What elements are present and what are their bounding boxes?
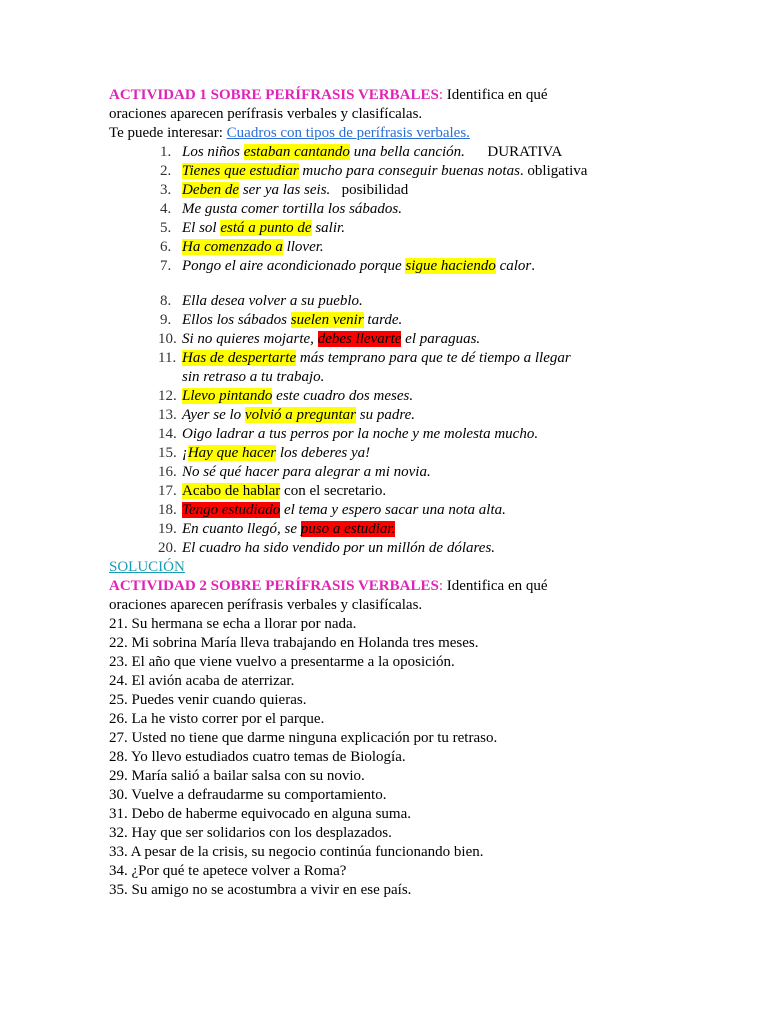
sentence-text: salir. — [311, 220, 345, 236]
sentence-text: tarde. — [363, 312, 403, 328]
list-item — [109, 368, 729, 387]
highlighted-periphrasis: Llevo pintando — [182, 388, 273, 404]
list-item-number: 13. — [158, 407, 177, 423]
list-item-number: 15. — [158, 445, 177, 461]
list-item: 24. El avión acaba de aterrizar. — [109, 673, 295, 689]
list-item — [109, 143, 729, 162]
list-gap — [109, 276, 729, 292]
activity2-title: ACTIVIDAD 2 SOBRE PERÍFRASIS VERBALES — [109, 578, 439, 594]
sentence-text: En cuanto llegó, se — [182, 521, 301, 537]
highlighted-periphrasis: estaban cantando — [243, 144, 350, 160]
highlighted-periphrasis: Has de despertarte — [182, 350, 297, 366]
list-item-number: 19. — [158, 521, 177, 537]
sentence-text: mucho para conseguir buenas notas — [298, 163, 520, 179]
activity2-title-colon: : — [438, 578, 443, 594]
list-item: 26. La he visto correr por el parque. — [109, 711, 325, 727]
activity2-instruction-b: oraciones aparecen perífrasis verbales y clasifícalas. — [109, 597, 423, 613]
interest-link[interactable]: Cuadros con tipos de perífrasis verbales. — [226, 125, 470, 141]
activity1-list — [109, 143, 729, 558]
list-item-number: 12. — [158, 388, 177, 404]
highlighted-periphrasis: Tienes que estudiar — [182, 163, 299, 179]
list-item — [109, 311, 729, 330]
highlighted-periphrasis: Hay que hacer — [187, 445, 277, 461]
list-item: 28. Yo llevo estudiados cuatro temas de Biología. — [109, 749, 406, 765]
list-item — [109, 406, 729, 425]
list-item — [109, 539, 729, 558]
list-item-number: 3. — [160, 182, 172, 198]
list-item: 33. A pesar de la crisis, su negocio continúa funcionando bien. — [109, 844, 484, 860]
list-item — [109, 482, 729, 501]
list-item: 22. Mi sobrina María lleva trabajando en Holanda tres meses. — [109, 635, 479, 651]
activity2-instruction-a: Identifica en qué — [442, 578, 548, 594]
sentence-text: el paraguas. — [401, 331, 481, 347]
list-item — [109, 162, 729, 181]
list-item-number: 7. — [160, 258, 172, 274]
list-item-number: 2. — [160, 163, 172, 179]
list-item-number: 1. — [160, 144, 172, 160]
highlighted-periphrasis: Deben de — [182, 182, 240, 198]
highlighted-periphrasis: Acabo de hablar — [182, 483, 281, 499]
sentence-text: el tema y espero sacar una nota alta. — [280, 502, 506, 518]
list-item — [109, 200, 729, 219]
sentence-text: los deberes ya! — [276, 445, 371, 461]
list-item: 29. María salió a bailar salsa con su novio. — [109, 768, 365, 784]
list-item-number: 5. — [160, 220, 172, 236]
list-item-number: 18. — [158, 502, 177, 518]
list-item-number: 14. — [158, 426, 177, 442]
highlighted-periphrasis: está a punto de — [220, 220, 312, 236]
list-item: 32. Hay que ser solidarios con los desplazados. — [109, 825, 392, 841]
list-item: 27. Usted no tiene que darme ninguna explicación por tu retraso. — [109, 730, 498, 746]
activity2-instruction-line — [109, 596, 729, 615]
list-item — [109, 257, 729, 276]
list-item — [109, 330, 729, 349]
sentence-text: ser ya las seis. — [239, 182, 331, 198]
list-item: 30. Vuelve a defraudarme su comportamiento. — [109, 787, 387, 803]
sentence-text: Ellos los sábados — [182, 312, 291, 328]
activity2-title-line — [109, 577, 729, 596]
highlighted-periphrasis: Ha comenzado a — [182, 239, 283, 255]
highlighted-periphrasis: debes llevarte — [317, 331, 402, 347]
list-item — [109, 349, 729, 368]
sentence-text: Ayer se lo — [182, 407, 245, 423]
classification-label: DURATIVA — [464, 144, 563, 160]
list-item-number: 20. — [158, 540, 177, 556]
list-item — [109, 387, 729, 406]
sentence-text: Me gusta comer tortilla los sábados. — [182, 201, 402, 217]
activity1-title-line — [109, 86, 729, 105]
sentence-text: ¡ — [182, 445, 188, 461]
highlighted-periphrasis: volvió a preguntar — [244, 407, 356, 423]
list-item-number: 9. — [160, 312, 172, 328]
activity1-instruction-b: oraciones aparecen perífrasis verbales y clasifícalas. — [109, 106, 423, 122]
sentence-text: calor — [495, 258, 532, 274]
list-item — [109, 444, 729, 463]
solution-line — [109, 558, 729, 577]
list-item — [109, 501, 729, 520]
list-item-number: 4. — [160, 201, 172, 217]
list-item — [109, 463, 729, 482]
sentence-text: con el secretario. — [280, 483, 387, 499]
classification-label: . — [531, 258, 536, 274]
activity1-title: ACTIVIDAD 1 SOBRE PERÍFRASIS VERBALES — [109, 87, 439, 103]
activity1-instruction-a: Identifica en qué — [442, 87, 548, 103]
sentence-text: una bella canción. — [349, 144, 465, 160]
sentence-text: Oigo ladrar a tus perros por la noche y me molesta mucho. — [182, 426, 539, 442]
highlighted-periphrasis: sigue haciendo — [405, 258, 496, 274]
sentence-text: Ella desea volver a su pueblo. — [182, 293, 363, 309]
sentence-text: más temprano para que te dé tiempo a llegar — [296, 350, 571, 366]
sentence-text: su padre. — [356, 407, 416, 423]
sentence-text: Los niños — [182, 144, 244, 160]
activity1-instruction-line — [109, 105, 729, 124]
sentence-text: El sol — [182, 220, 221, 236]
sentence-text: El cuadro ha sido vendido por un millón de dólares. — [182, 540, 496, 556]
classification-label: . obligativa — [519, 163, 588, 179]
list-item: 23. El año que viene vuelvo a presentarme a la oposición. — [109, 654, 455, 670]
interest-label: Te puede interesar: — [109, 125, 227, 141]
list-item-number: 10. — [158, 331, 177, 347]
sentence-text: llover. — [282, 239, 324, 255]
list-item-number: 16. — [158, 464, 177, 480]
activity1-title-colon: : — [438, 87, 443, 103]
highlighted-periphrasis: Tengo estudiado — [182, 502, 281, 518]
sentence-text: sin retraso a tu trabajo. — [182, 369, 325, 385]
list-item: 35. Su amigo no se acostumbra a vivir en ese país. — [109, 882, 412, 898]
sentence-text: No sé qué hacer para alegrar a mi novia. — [182, 464, 431, 480]
sentence-text: Pongo el aire acondicionado porque — [182, 258, 406, 274]
list-item — [109, 181, 729, 200]
list-item: 31. Debo de haberme equivocado en alguna suma. — [109, 806, 411, 822]
list-item-number: 6. — [160, 239, 172, 255]
list-item — [109, 219, 729, 238]
list-item — [109, 520, 729, 539]
interest-line — [109, 124, 729, 143]
list-item — [109, 292, 729, 311]
list-item-number: 8. — [160, 293, 172, 309]
list-item: 34. ¿Por qué te apetece volver a Roma? — [109, 863, 347, 879]
list-item-number: 11. — [158, 350, 177, 366]
activity2-list — [109, 615, 729, 900]
classification-label: posibilidad — [330, 182, 409, 198]
document-page — [109, 86, 729, 900]
sentence-text: Si no quieres mojarte, — [182, 331, 318, 347]
highlighted-periphrasis: suelen venir — [290, 312, 364, 328]
list-item-number: 17. — [158, 483, 177, 499]
list-item — [109, 238, 729, 257]
list-item: 21. Su hermana se echa a llorar por nada. — [109, 616, 357, 632]
list-item: 25. Puedes venir cuando quieras. — [109, 692, 307, 708]
highlighted-periphrasis: puso a estudiar. — [300, 521, 396, 537]
sentence-text: este cuadro dos meses. — [272, 388, 414, 404]
list-item — [109, 425, 729, 444]
solution-link[interactable]: SOLUCIÓN — [109, 559, 185, 575]
